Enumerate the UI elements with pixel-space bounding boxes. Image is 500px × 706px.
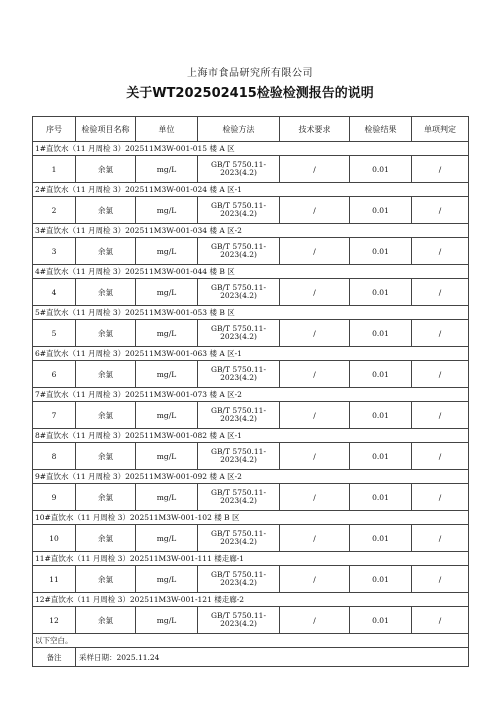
cell-unit: mg/L (136, 443, 198, 470)
cell-no: 10 (33, 525, 76, 552)
method-line-1: GB/T 5750.11- (211, 447, 266, 456)
method-line-2: 2023(4.2) (220, 332, 257, 341)
table-row (33, 361, 469, 388)
report-title: 关于WT202502415检验检测报告的说明 (126, 86, 374, 101)
cell-method (198, 443, 280, 470)
cell-result: 0.01 (350, 402, 412, 429)
sample-heading: 12#直饮水（11 月周检 3）202511M3W-001-121 楼走廊-2 (33, 593, 469, 607)
cell-result: 0.01 (350, 238, 412, 265)
sample-group-row (33, 306, 469, 320)
method-line-2: 2023(4.2) (220, 537, 257, 546)
cell-item: 余氯 (76, 197, 136, 224)
cell-item: 余氯 (76, 525, 136, 552)
sample-group-row (33, 388, 469, 402)
table-row (33, 484, 469, 511)
company-name: 上海市食品研究所有限公司 (187, 68, 313, 79)
column-header-no: 序号 (33, 117, 76, 142)
cell-result: 0.01 (350, 197, 412, 224)
cell-method (198, 197, 280, 224)
method-line-2: 2023(4.2) (220, 250, 257, 259)
cell-requirement: / (280, 607, 350, 634)
method-line-2: 2023(4.2) (220, 291, 257, 300)
column-header-item: 检验项目名称 (76, 117, 136, 142)
cell-verdict: / (412, 484, 469, 511)
cell-no: 1 (33, 156, 76, 183)
table-row (33, 320, 469, 347)
table-row (33, 607, 469, 634)
method-line-2: 2023(4.2) (220, 209, 257, 218)
cell-verdict: / (412, 238, 469, 265)
table-row (33, 197, 469, 224)
sample-heading: 5#直饮水（11 月周检 3）202511M3W-001-053 楼 B 区 (33, 306, 469, 320)
cell-verdict: / (412, 443, 469, 470)
sample-heading: 11#直饮水（11 月周检 3）202511M3W-001-111 楼走廊-1 (33, 552, 469, 566)
cell-method (198, 279, 280, 306)
cell-method (198, 238, 280, 265)
cell-item: 余氯 (76, 607, 136, 634)
sample-group-row (33, 224, 469, 238)
cell-item: 余氯 (76, 566, 136, 593)
cell-verdict: / (412, 279, 469, 306)
cell-requirement: / (280, 238, 350, 265)
cell-no: 6 (33, 361, 76, 388)
cell-result: 0.01 (350, 484, 412, 511)
cell-result: 0.01 (350, 443, 412, 470)
cell-requirement: / (280, 361, 350, 388)
method-line-1: GB/T 5750.11- (211, 365, 266, 374)
method-line-2: 2023(4.2) (220, 168, 257, 177)
cell-item: 余氯 (76, 279, 136, 306)
method-line-1: GB/T 5750.11- (211, 570, 266, 579)
sample-group-row (33, 429, 469, 443)
method-line-1: GB/T 5750.11- (211, 406, 266, 415)
cell-verdict: / (412, 156, 469, 183)
cell-result: 0.01 (350, 361, 412, 388)
cell-verdict: / (412, 361, 469, 388)
footer-note-row (33, 634, 469, 648)
cell-item: 余氯 (76, 443, 136, 470)
cell-unit: mg/L (136, 402, 198, 429)
table-row (33, 566, 469, 593)
method-line-1: GB/T 5750.11- (211, 201, 266, 210)
remark-label: 备注 (33, 648, 76, 667)
cell-method (198, 320, 280, 347)
sample-group-row (33, 142, 469, 156)
method-line-1: GB/T 5750.11- (211, 242, 266, 251)
method-line-1: GB/T 5750.11- (211, 529, 266, 538)
cell-no: 4 (33, 279, 76, 306)
method-line-1: GB/T 5750.11- (211, 611, 266, 620)
cell-unit: mg/L (136, 525, 198, 552)
cell-requirement: / (280, 525, 350, 552)
sample-heading: 4#直饮水（11 月周检 3）202511M3W-001-044 楼 B 区 (33, 265, 469, 279)
cell-result: 0.01 (350, 279, 412, 306)
cell-verdict: / (412, 607, 469, 634)
cell-no: 8 (33, 443, 76, 470)
cell-method (198, 402, 280, 429)
cell-result: 0.01 (350, 156, 412, 183)
cell-item: 余氯 (76, 361, 136, 388)
cell-verdict: / (412, 197, 469, 224)
table-row (33, 279, 469, 306)
method-line-1: GB/T 5750.11- (211, 324, 266, 333)
method-line-2: 2023(4.2) (220, 414, 257, 423)
sample-heading: 1#直饮水（11 月周检 3）202511M3W-001-015 楼 A 区 (33, 142, 469, 156)
cell-requirement: / (280, 197, 350, 224)
cell-unit: mg/L (136, 566, 198, 593)
table-row (33, 525, 469, 552)
cell-no: 7 (33, 402, 76, 429)
cell-no: 9 (33, 484, 76, 511)
cell-item: 余氯 (76, 484, 136, 511)
cell-result: 0.01 (350, 525, 412, 552)
remark-value: 采样日期：2025.11.24 (76, 648, 469, 667)
column-header-unit: 单位 (136, 117, 198, 142)
cell-method (198, 566, 280, 593)
cell-requirement: / (280, 402, 350, 429)
cell-verdict: / (412, 402, 469, 429)
table-header-row (33, 117, 469, 142)
cell-verdict: / (412, 320, 469, 347)
cell-unit: mg/L (136, 279, 198, 306)
report-table (32, 116, 469, 667)
sample-heading: 10#直饮水（11 月周检 3）202511M3W-001-102 楼 B 区 (33, 511, 469, 525)
sample-heading: 2#直饮水（11 月周检 3）202511M3W-001-024 楼 A 区-1 (33, 183, 469, 197)
cell-no: 12 (33, 607, 76, 634)
method-line-2: 2023(4.2) (220, 373, 257, 382)
cell-requirement: / (280, 320, 350, 347)
method-line-2: 2023(4.2) (220, 578, 257, 587)
method-line-1: GB/T 5750.11- (211, 488, 266, 497)
cell-requirement: / (280, 156, 350, 183)
cell-method (198, 525, 280, 552)
cell-method (198, 607, 280, 634)
cell-item: 余氯 (76, 156, 136, 183)
sample-group-row (33, 593, 469, 607)
sample-heading: 7#直饮水（11 月周检 3）202511M3W-001-073 楼 A 区-2 (33, 388, 469, 402)
sample-heading: 3#直饮水（11 月周检 3）202511M3W-001-034 楼 A 区-2 (33, 224, 469, 238)
table-row (33, 156, 469, 183)
cell-requirement: / (280, 484, 350, 511)
method-line-2: 2023(4.2) (220, 455, 257, 464)
sample-group-row (33, 347, 469, 361)
sample-group-row (33, 265, 469, 279)
sample-heading: 8#直饮水（11 月周检 3）202511M3W-001-082 楼 A 区-1 (33, 429, 469, 443)
cell-result: 0.01 (350, 607, 412, 634)
method-line-2: 2023(4.2) (220, 496, 257, 505)
cell-requirement: / (280, 443, 350, 470)
cell-unit: mg/L (136, 320, 198, 347)
cell-item: 余氯 (76, 238, 136, 265)
method-line-1: GB/T 5750.11- (211, 160, 266, 169)
column-header-method: 检验方法 (198, 117, 280, 142)
column-header-requirement: 技术要求 (280, 117, 350, 142)
sample-group-row (33, 470, 469, 484)
sample-group-row (33, 552, 469, 566)
cell-verdict: / (412, 566, 469, 593)
cell-item: 余氯 (76, 402, 136, 429)
cell-unit: mg/L (136, 484, 198, 511)
table-row (33, 402, 469, 429)
remark-row (33, 648, 469, 667)
cell-unit: mg/L (136, 607, 198, 634)
sample-group-row (33, 511, 469, 525)
cell-unit: mg/L (136, 238, 198, 265)
cell-no: 3 (33, 238, 76, 265)
cell-verdict: / (412, 525, 469, 552)
cell-method (198, 484, 280, 511)
method-line-1: GB/T 5750.11- (211, 283, 266, 292)
sample-group-row (33, 183, 469, 197)
footer-note: 以下空白。 (33, 634, 469, 648)
column-header-result: 检验结果 (350, 117, 412, 142)
sample-heading: 6#直饮水（11 月周检 3）202511M3W-001-063 楼 A 区-1 (33, 347, 469, 361)
cell-method (198, 361, 280, 388)
cell-unit: mg/L (136, 361, 198, 388)
cell-requirement: / (280, 566, 350, 593)
cell-unit: mg/L (136, 156, 198, 183)
cell-result: 0.01 (350, 320, 412, 347)
cell-method (198, 156, 280, 183)
cell-requirement: / (280, 279, 350, 306)
method-line-2: 2023(4.2) (220, 619, 257, 628)
cell-result: 0.01 (350, 566, 412, 593)
table-row (33, 238, 469, 265)
cell-no: 5 (33, 320, 76, 347)
table-row (33, 443, 469, 470)
sample-heading: 9#直饮水（11 月周检 3）202511M3W-001-092 楼 A 区-2 (33, 470, 469, 484)
cell-no: 11 (33, 566, 76, 593)
cell-item: 余氯 (76, 320, 136, 347)
cell-unit: mg/L (136, 197, 198, 224)
cell-no: 2 (33, 197, 76, 224)
column-header-verdict: 单项判定 (412, 117, 469, 142)
